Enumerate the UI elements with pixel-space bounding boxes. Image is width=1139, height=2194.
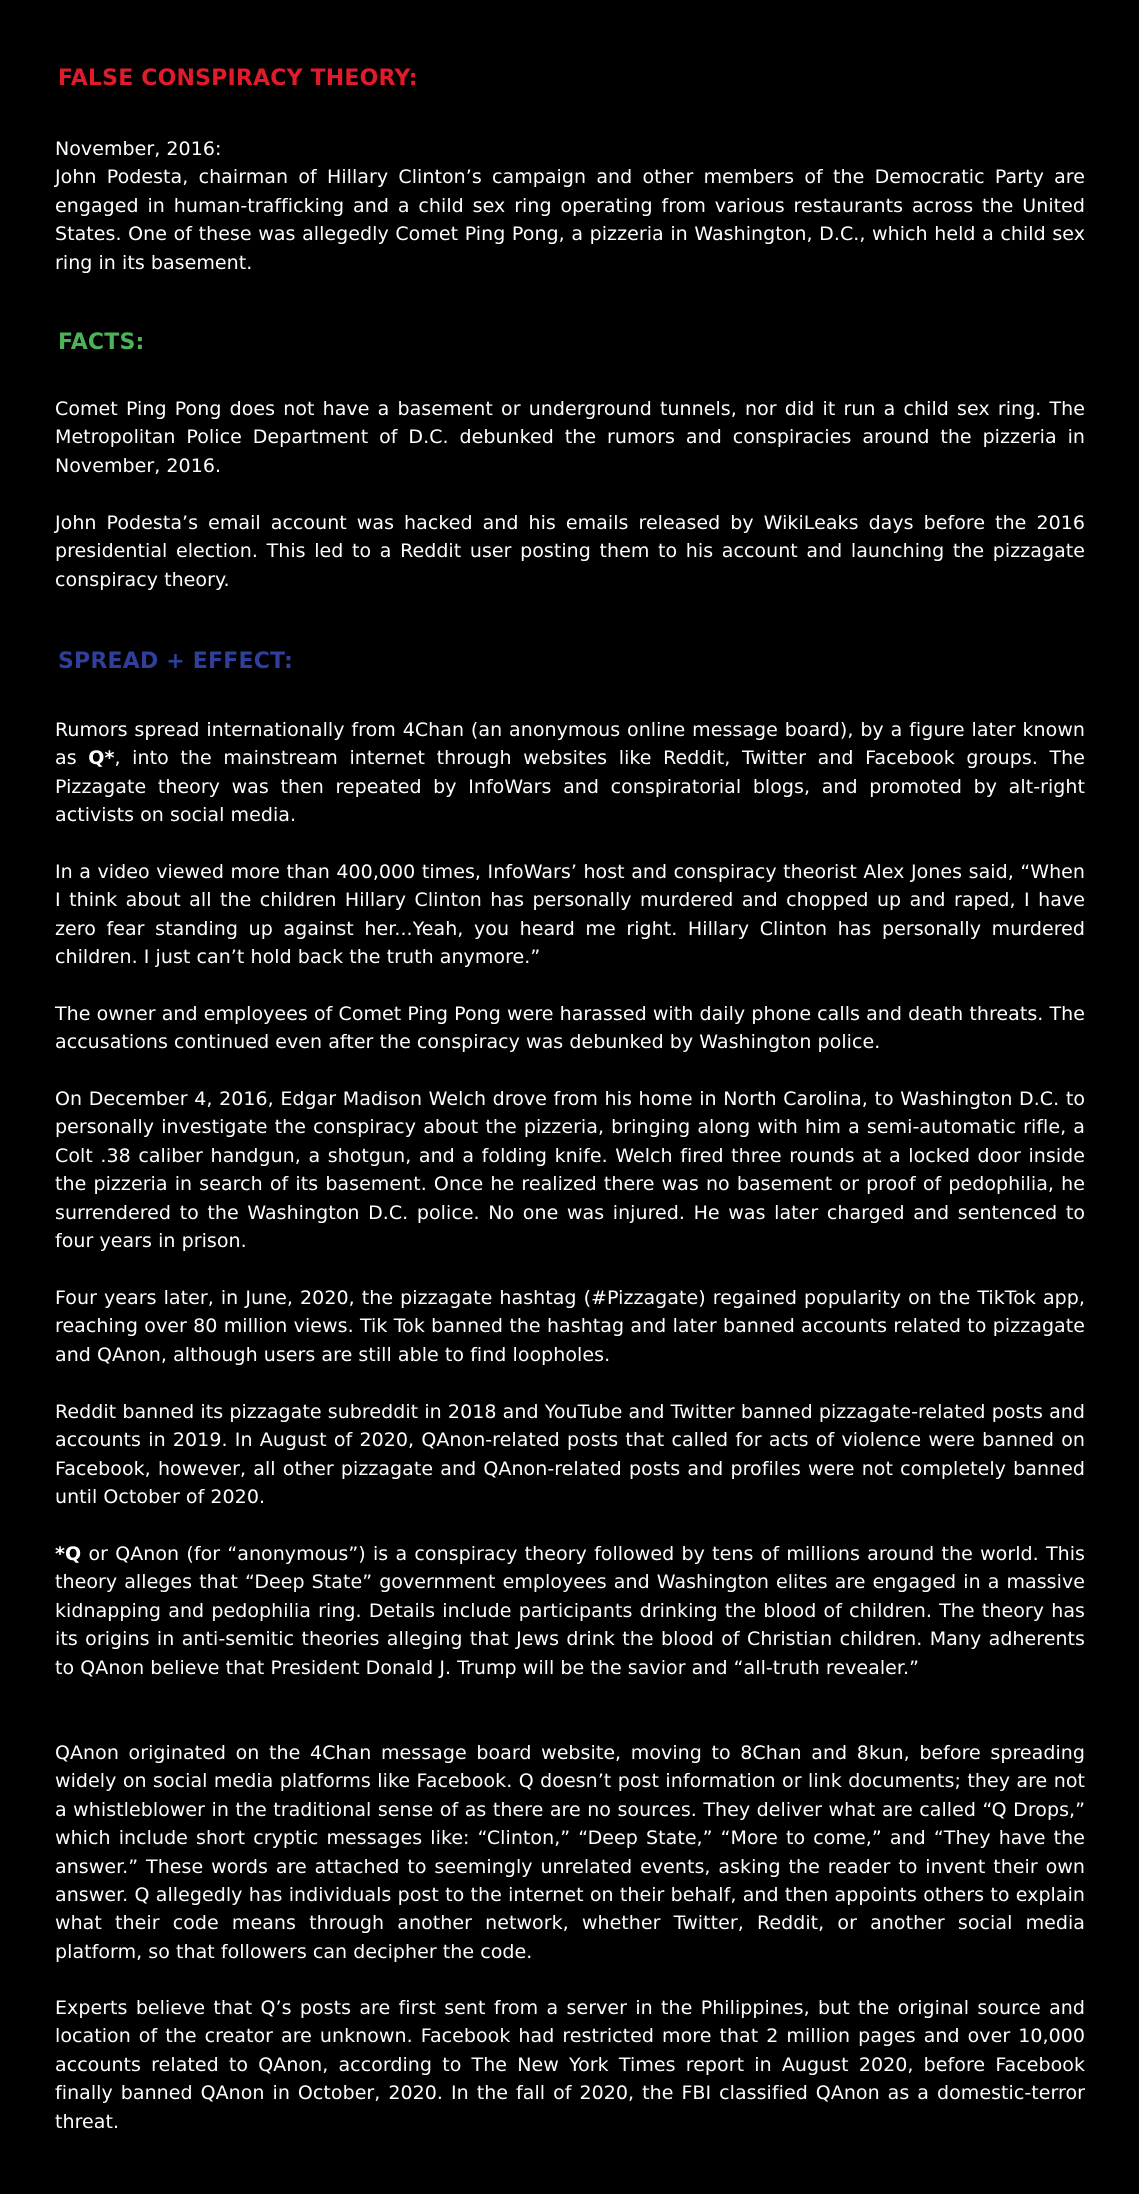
spread-text-7-body: or QAnon (for “anonymous”) is a conspiracy theory followed by tens of millions around the world. This theory alleges that “Deep State” government employees and Washington elites are engaged in a massive kidnapping and pedophilia ring. Details include participants drinking the blood of children. The theory has its origins in anti-semitic theories alleging that Jews drink the blood of Christian children. Many adherents to QAnon believe that President Donald J. Trump will be the savior and “all-truth revealer.” (55, 1543, 1085, 1679)
spread-text-9: Experts believe that Q’s posts are first sent from a server in the Philippines, but the original source and location of the creator are unknown. Facebook had restricted more that 2 million pages and over 10,000 accounts related to QAnon, according to The New York Times report in August 2020, before Facebook finally banned QAnon in October, 2020. In the fall of 2020, the FBI classified QAnon as a domestic-terror threat. (55, 1997, 1085, 2133)
spread-text-7 (55, 1540, 1085, 1682)
spread-paragraph-6 (55, 1398, 1085, 1512)
spread-text-4: On December 4, 2016, Edgar Madison Welch drove from his home in North Carolina, to Washington D.C. to personally investigate the conspiracy about the pizzeria, bringing along with him a semi-automatic rifle, a Colt .38 caliber handgun, a shotgun, and a folding knife. Welch fired three rounds at a locked door inside the pizzeria in search of its basement. Once he realized there was no basement or proof of pedophilia, he surrendered to the Washington D.C. police. No one was injured. He was later charged and sentenced to four years in prison. (55, 1088, 1085, 1253)
spread-paragraph-1 (55, 716, 1085, 830)
spread-text-8: QAnon originated on the 4Chan message board website, moving to 8Chan and 8kun, before spreading widely on social media platforms like Facebook. Q doesn’t post information or link documents; they are not a whistleblower in the traditional sense of as there are no sources. They deliver what are called “Q Drops,” which include short cryptic messages like: “Clinton,” “Deep State,” “More to come,” and “They have the answer.” These words are attached to seemingly unrelated events, asking the reader to invent their own answer. Q allegedly has individuals post to the internet on their behalf, and then appoints others to explain what their code means through another network, whether Twitter, Reddit, or another social media platform, so that followers can decipher the code. (55, 1742, 1085, 1963)
facts-paragraph-1 (55, 395, 1085, 480)
facts-text-1: Comet Ping Pong does not have a basement or underground tunnels, nor did it run a child sex ring. The Metropolitan Police Department of D.C. debunked the rumors and conspiracies around the pizzeria in November, 2016. (55, 398, 1085, 477)
q-footnote-marker: *Q (55, 1543, 82, 1565)
spread-paragraph-4 (55, 1085, 1085, 1255)
false-theory-date: November, 2016: (55, 138, 222, 160)
q-marker: Q* (88, 747, 115, 770)
facts-text-2: John Podesta’s email account was hacked and his emails released by WikiLeaks days before the 2016 presidential election. This led to a Reddit user posting them to his account and launching the pizzagate conspiracy theory. (55, 512, 1085, 591)
spread-section (55, 649, 1085, 674)
false-theory-text: John Podesta, chairman of Hillary Clinton’s campaign and other members of the Democratic Party are engaged in human-trafficking and a child sex ring operating from various restaurants across the United States. One of these was allegedly Comet Ping Pong, a pizzeria in Washington, D.C., which held a child sex ring in its basement. (55, 166, 1085, 274)
false-theory-section (55, 66, 1085, 91)
spread-text-3: The owner and employees of Comet Ping Pong were harassed with daily phone calls and death threats. The accusations continued even after the conspiracy was debunked by Washington police. (55, 1003, 1085, 1054)
facts-section (55, 330, 1085, 355)
false-theory-heading: FALSE CONSPIRACY THEORY: (58, 66, 418, 91)
spread-text-2: In a video viewed more than 400,000 times, InfoWars’ host and conspiracy theorist Alex Jones said, “When I think about all the children Hillary Clinton has personally murdered and chopped up and raped, I have zero fear standing up against her...Yeah, you heard me right. Hillary Clinton has personally murdered children. I just can’t hold back the truth anymore.” (55, 861, 1085, 969)
false-theory-body (55, 135, 1085, 277)
spread-paragraph-7 (55, 1540, 1085, 1682)
spread-text-1 (55, 716, 1085, 830)
spread-paragraph-3 (55, 1000, 1085, 1057)
spread-heading: SPREAD + EFFECT: (58, 649, 294, 674)
spread-paragraph-8 (55, 1739, 1085, 1966)
spread-paragraph-2 (55, 858, 1085, 972)
facts-paragraph-2 (55, 509, 1085, 594)
spread-text-5: Four years later, in June, 2020, the pizzagate hashtag (#Pizzagate) regained popularity on the TikTok app, reaching over 80 million views. Tik Tok banned the hashtag and later banned accounts related to pizzagate and QAnon, although users are still able to find loopholes. (55, 1287, 1085, 1366)
spread-text-6: Reddit banned its pizzagate subreddit in 2018 and YouTube and Twitter banned pizzagate-related posts and accounts in 2019. In August of 2020, QAnon-related posts that called for acts of violence were banned on Facebook, however, all other pizzagate and QAnon-related posts and profiles were not completely banned until October of 2020. (55, 1401, 1085, 1509)
spread-text-1a: Rumors spread internationally from 4Chan (an anonymous online message board), by a figure later known as (55, 719, 1085, 770)
spread-paragraph-5 (55, 1284, 1085, 1369)
spread-text-1b: , into the mainstream internet through websites like Reddit, Twitter and Facebook groups. The Pizzagate theory was then repeated by InfoWars and conspiratorial blogs, and promoted by alt-right activists on social media. (55, 747, 1086, 827)
spread-paragraph-9 (55, 1994, 1085, 2136)
facts-heading: FACTS: (58, 330, 145, 355)
